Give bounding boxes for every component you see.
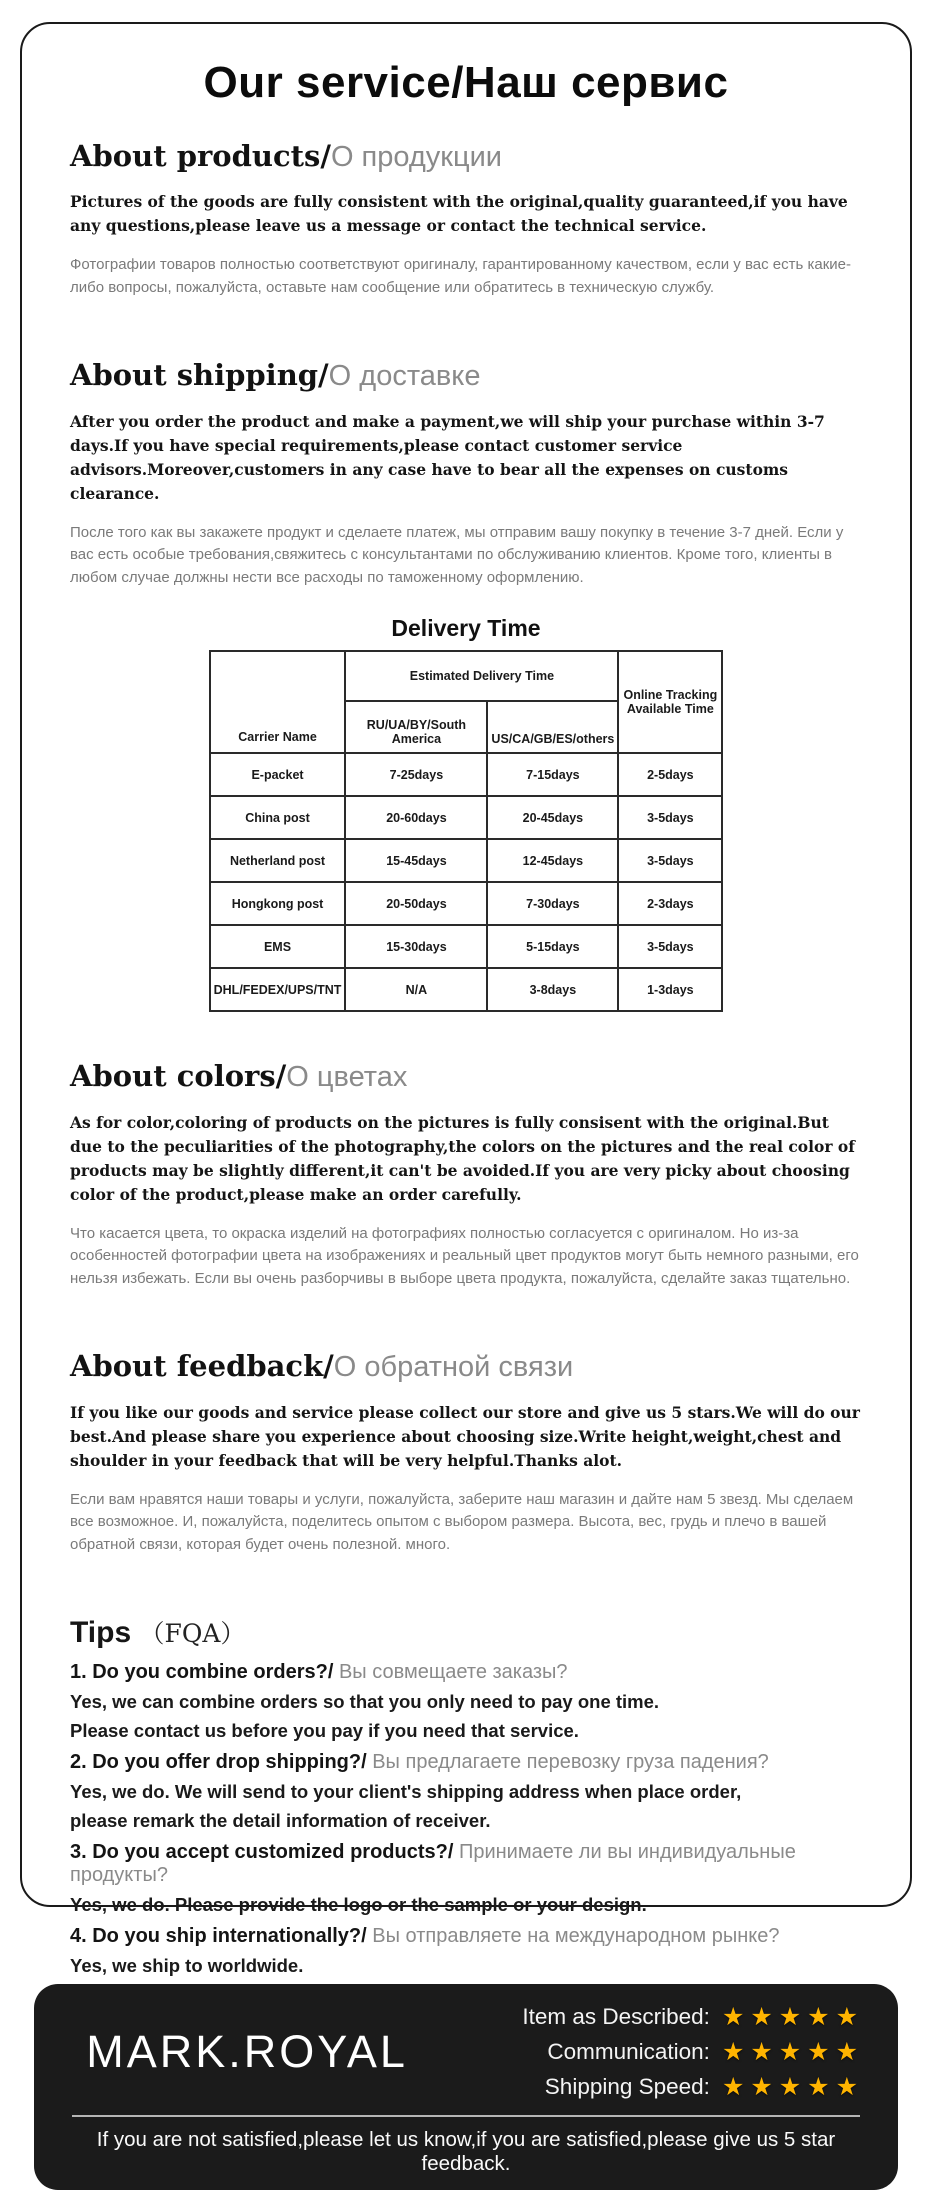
shipping-body-ru: После того как вы закажете продукт и сделаете платеж, мы отправим вашу покупку в течение 3-7 дней. Если у вас есть особые требования,свяжитесь с консультантами по обслуживанию клиентов. Кроме того, клиенты в любом случае должны нести все расходы по таможенному оформлению. xyxy=(70,523,844,586)
tips-title: Tips xyxy=(70,1616,132,1650)
faq-list xyxy=(70,1652,862,1984)
col-header-estimated-delivery-time: Estimated Delivery Time xyxy=(345,651,618,701)
rating-row xyxy=(426,2039,864,2065)
section-heading-products xyxy=(70,140,862,174)
faq-answer: Yes, we do. We will send to your client's shipping address when place order, xyxy=(70,1781,742,1803)
rating-label: Item as Described: xyxy=(522,2004,710,2030)
faq-answer: Yes, we ship to worldwide. xyxy=(70,1955,304,1977)
section-heading-shipping-en: About shipping/ xyxy=(70,358,329,393)
feedback-body-en: If you like our goods and service please collect our store and give us 5 stars.We will do our best.And please share you experience about choosing size.Write height,weight,chest and shoulder in your feedback that will be very helpful.Thanks alot. xyxy=(70,1402,860,1470)
five-star-rating-icon: ★★★★★ xyxy=(721,2072,864,2101)
col-header-online-tracking: Online Tracking Available Time xyxy=(618,651,722,753)
cell-carrier: DHL/FEDEX/UPS/TNT xyxy=(210,968,346,1011)
rating-row xyxy=(426,2074,864,2100)
faq-question-ru: Вы совмещаете заказы? xyxy=(338,1661,568,1684)
faq-answer: Yes, we do. Please provide the logo or the sample or your design. xyxy=(70,1894,647,1916)
products-body-ru: Фотографии товаров полностью соответствуют оригиналу, гарантированному качеством, если у вас есть какие-либо вопросы, пожалуйста, оставьте нам сообщение или обратитесь в техническую службу. xyxy=(70,256,851,296)
section-heading-feedback xyxy=(70,1350,862,1384)
faq-question-en: 3. Do you accept customized products?/ xyxy=(70,1841,454,1864)
products-body-en: Pictures of the goods are fully consistent with the original,quality guaranteed,if you have any questions,please leave us a message or contact the technical service. xyxy=(70,192,848,236)
feedback-body-ru: Если вам нравятся наши товары и услуги, пожалуйста, заберите наш магазин и дайте нам 5 звезд. Мы сделаем все возможное. И, пожалуйста, поделитесь опытом с выбором размера. Высота, вес, грудь и плечо в вашей обратной связи, которая будет очень полезной. много. xyxy=(70,1490,854,1553)
service-info-card xyxy=(20,22,912,2176)
table-row xyxy=(210,882,723,925)
col-header-carrier-name: Carrier Name xyxy=(210,651,346,753)
cell-carrier: EMS xyxy=(210,925,346,968)
table-row xyxy=(210,968,723,1011)
faq-question xyxy=(70,1661,862,1684)
delivery-table-title: Delivery Time xyxy=(391,615,541,642)
cell-tracking: 2-5days xyxy=(618,753,722,796)
faq-answer: please remark the detail information of receiver. xyxy=(70,1810,491,1832)
faq-question-ru: Принимаете ли вы индивидуальные продукты? xyxy=(70,1841,796,1887)
cell-r1: 20-50days xyxy=(345,882,487,925)
shipping-body-en: After you order the product and make a payment,we will ship your purchase within 3-7 days.If you have special requirements,please contact customer service advisors.Moreover,customers in any case have to bear all the expenses on customs clearance. xyxy=(70,411,825,503)
faq-question xyxy=(70,1841,862,1887)
faq-question xyxy=(70,1925,862,1948)
delivery-table-header-row-1 xyxy=(210,651,723,701)
cell-r1: 7-25days xyxy=(345,753,487,796)
cell-r2: 20-45days xyxy=(487,796,618,839)
cell-r1: N/A xyxy=(345,968,487,1011)
delivery-table xyxy=(209,650,724,1012)
cell-carrier: Netherland post xyxy=(210,839,346,882)
cell-tracking: 2-3days xyxy=(618,882,722,925)
brand-logo: MARK.ROYAL xyxy=(86,2026,408,2078)
colors-body-en: As for color,coloring of products on the pictures is fully consisent with the original.But due to the peculiarities of the photography,the colors on the pictures and the real color of products may be slightly different,it can't be avoided.If you are very picky about choosing color of the product,please make an order carefully. xyxy=(70,1112,855,1204)
faq-question-ru: Вы отправляете на международном рынке? xyxy=(372,1925,780,1948)
cell-r2: 3-8days xyxy=(487,968,618,1011)
table-row xyxy=(210,796,723,839)
rating-list xyxy=(426,2004,864,2100)
section-heading-colors-ru: О цветах xyxy=(286,1061,408,1094)
brand-rating-banner xyxy=(34,1984,898,2190)
cell-r1: 15-45days xyxy=(345,839,487,882)
section-heading-colors xyxy=(70,1060,862,1094)
cell-tracking: 3-5days xyxy=(618,839,722,882)
section-heading-colors-en: About colors/ xyxy=(70,1059,287,1094)
section-heading-products-ru: О продукции xyxy=(330,141,502,173)
cell-r2: 5-15days xyxy=(487,925,618,968)
cell-carrier: Hongkong post xyxy=(210,882,346,925)
faq-question xyxy=(70,1751,862,1774)
page-title: Our service/Наш сервис xyxy=(203,58,729,107)
cell-carrier: E-packet xyxy=(210,753,346,796)
cell-r1: 15-30days xyxy=(345,925,487,968)
col-header-region-ru-ua: RU/UA/BY/South America xyxy=(345,701,487,753)
rating-row xyxy=(426,2004,864,2030)
faq-answer: Yes, we can combine orders so that you only need to pay one time. xyxy=(70,1691,660,1713)
rating-label: Communication: xyxy=(547,2039,710,2065)
cell-tracking: 1-3days xyxy=(618,968,722,1011)
faq-question-ru: Вы предлагаете перевозку груза падения? xyxy=(372,1751,769,1774)
faq-question-en: 4. Do you ship internationally?/ xyxy=(70,1925,367,1948)
cell-tracking: 3-5days xyxy=(618,925,722,968)
cell-r2: 7-30days xyxy=(487,882,618,925)
five-star-rating-icon: ★★★★★ xyxy=(721,2002,864,2031)
section-heading-feedback-en: About feedback/ xyxy=(70,1349,334,1384)
colors-body-ru: Что касается цвета, то окраска изделий на фотографиях полностью согласуется с оригиналом. Но из-за особенностей фотографии цвета на изображениях и реальный цвет продуктов могут быть немного разными, его нельзя избежать. Если вы очень разборчивы в выборе цвета продукта, пожалуйста, сделайте заказ тщательно. xyxy=(70,1224,859,1287)
faq-question-en: 1. Do you combine orders?/ xyxy=(70,1661,334,1684)
faq-question-en: 2. Do you offer drop shipping?/ xyxy=(70,1751,367,1774)
tips-subtitle: （FQA） xyxy=(139,1619,246,1649)
banner-top xyxy=(68,2004,864,2100)
section-heading-shipping-ru: О доставке xyxy=(328,360,481,393)
footer-divider xyxy=(72,2115,860,2117)
table-row xyxy=(210,839,723,882)
cell-r2: 12-45days xyxy=(487,839,618,882)
footer-note: If you are not satisfied,please let us know,if you are satisfied,please give us 5 star feedback. xyxy=(96,2128,836,2176)
rating-label: Shipping Speed: xyxy=(544,2074,710,2100)
cell-r1: 20-60days xyxy=(345,796,487,839)
section-heading-feedback-ru: О обратной связи xyxy=(333,1351,574,1384)
faq-answer: Please contact us before you pay if you need that service. xyxy=(70,1720,579,1742)
table-row xyxy=(210,753,723,796)
cell-r2: 7-15days xyxy=(487,753,618,796)
section-heading-products-en: About products/ xyxy=(70,139,331,173)
section-heading-shipping xyxy=(70,359,862,393)
cell-tracking: 3-5days xyxy=(618,796,722,839)
table-row xyxy=(210,925,723,968)
five-star-rating-icon: ★★★★★ xyxy=(721,2037,864,2066)
cell-carrier: China post xyxy=(210,796,346,839)
col-header-region-us-ca: US/CA/GB/ES/others xyxy=(487,701,618,753)
tips-heading xyxy=(70,1614,862,1650)
